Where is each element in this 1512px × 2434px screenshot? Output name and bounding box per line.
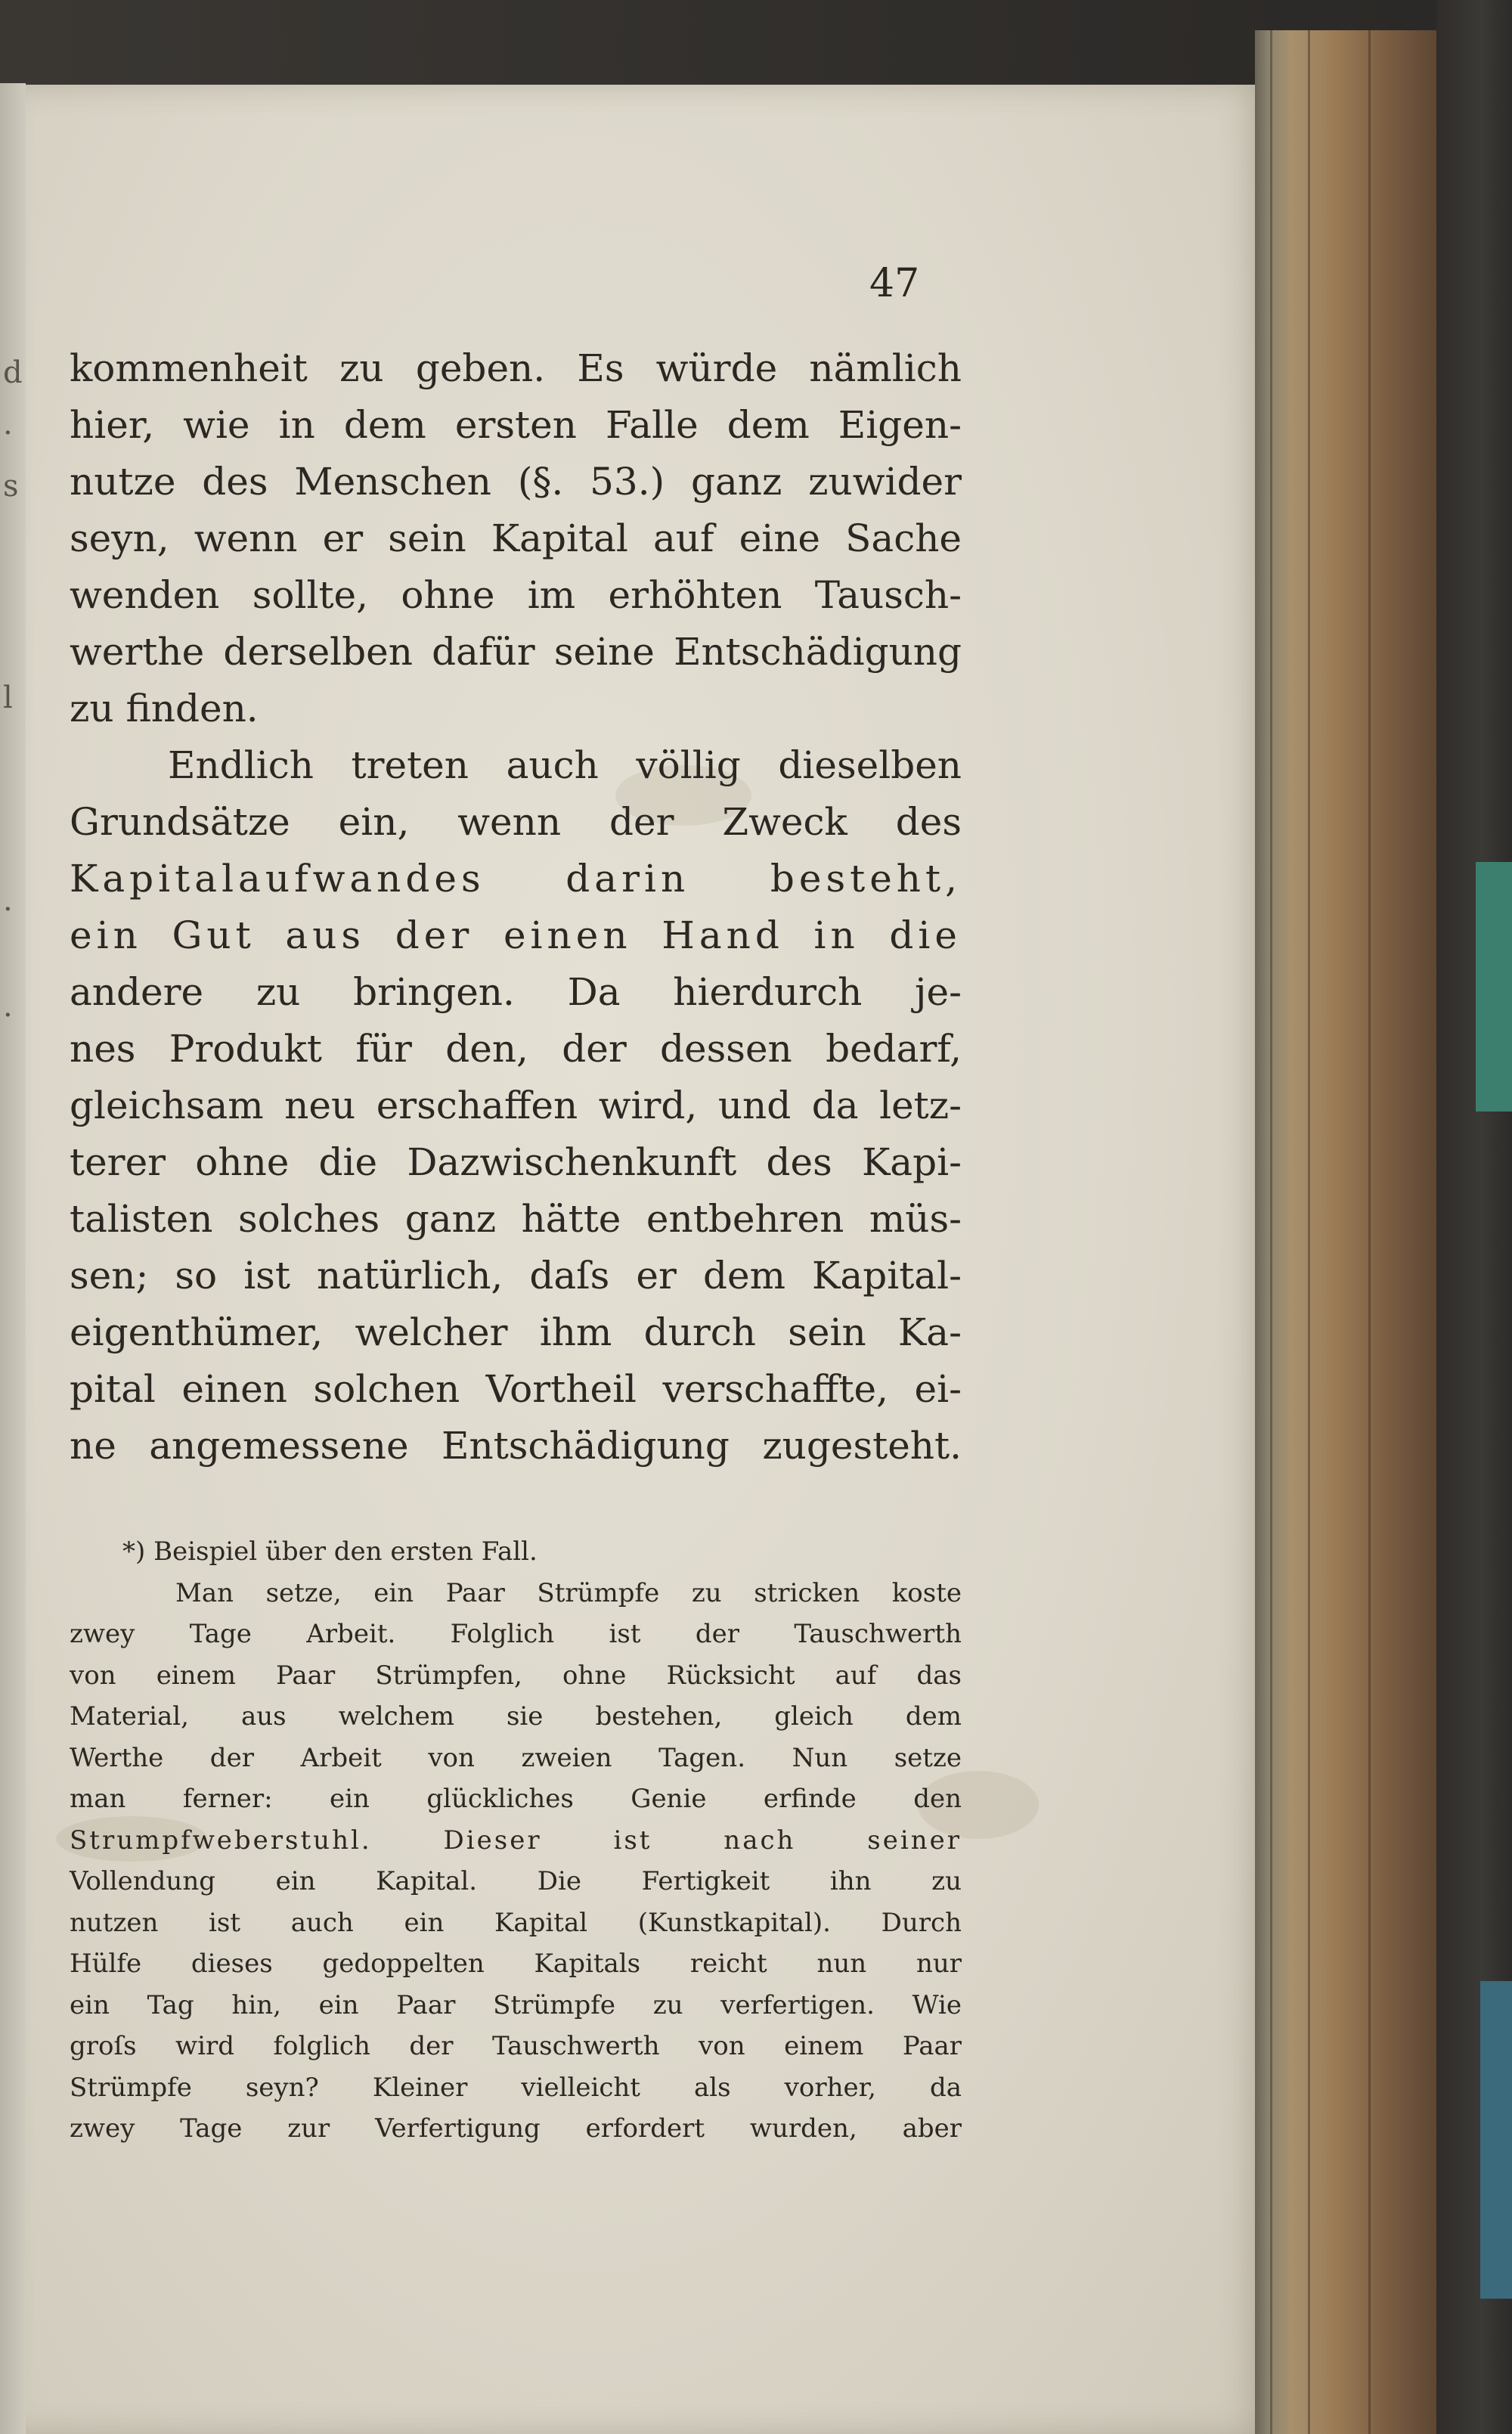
blue-book-edge <box>1480 1981 1512 2299</box>
text-line: talisten solches ganz hätte entbehren müs- <box>70 1197 962 1241</box>
spine-edge-line <box>1368 30 1371 2434</box>
facing-page-marks <box>2 83 24 2434</box>
text-line: ein Gut aus der einen Hand in die <box>70 913 962 957</box>
text-line: Endlich treten auch völlig dieselben <box>168 743 962 787</box>
footnote-line: man ferner: ein glückliches Genie erfinde den <box>70 1784 962 1814</box>
text-line: terer ohne die Dazwischenkunft des Kapi- <box>70 1140 962 1184</box>
text-line: sen; so ist natürlich, daſs er dem Kapital- <box>70 1254 962 1298</box>
footnote-line: zwey Tage zur Verfertigung erfordert wurden, aber <box>70 2113 962 2144</box>
text-line: eigenthümer, welcher ihm durch sein Ka- <box>70 1310 962 1354</box>
footnote-line: Strumpfweberstuhl. Dieser ist nach seiner <box>70 1825 962 1856</box>
text-line: kommenheit zu geben. Es würde nämlich <box>70 346 962 390</box>
spine-edge-line <box>1270 30 1272 2434</box>
text-line: gleichsam neu erschaffen wird, und da letz- <box>70 1084 962 1127</box>
facing-page-edge <box>0 83 26 2434</box>
facing-mark: s <box>3 469 19 504</box>
footnote-line: von einem Paar Strümpfen, ohne Rücksicht auf das <box>70 1660 962 1691</box>
spine-edge-line <box>1308 30 1310 2434</box>
text-line: seyn, wenn er sein Kapital auf eine Sache <box>70 516 962 560</box>
text-line: hier, wie in dem ersten Falle dem Eigen- <box>70 403 962 447</box>
text-line: werthe derselben dafür seine Entschädigung <box>70 630 962 674</box>
text-line: nes Produkt für den, der dessen bedarf, <box>70 1027 962 1071</box>
footnote-line: zwey Tage Arbeit. Folglich ist der Tauschwerth <box>70 1619 962 1649</box>
facing-mark: · <box>3 998 13 1033</box>
green-book-edge <box>1476 862 1512 1112</box>
footnote-heading: *) Beispiel über den ersten Fall. <box>122 1536 538 1567</box>
footnote-line: nutzen ist auch ein Kapital (Kunstkapital). Durch <box>70 1907 962 1938</box>
footnote-line: Hülfe dieses gedoppelten Kapitals reicht nun nur <box>70 1949 962 1979</box>
text-line: pital einen solchen Vortheil verschaffte, ei- <box>70 1367 962 1411</box>
text-line: ne angemessene Entschädigung zugesteht. <box>70 1424 962 1468</box>
footnote-line: Man setze, ein Paar Strümpfe zu stricken koste <box>175 1577 962 1608</box>
facing-mark: · <box>3 892 13 927</box>
facing-mark: l <box>3 681 13 715</box>
footnote-line: ein Tag hin, ein Paar Strümpfe zu verfertigen. Wie <box>70 1989 962 2020</box>
footnote-line: Material, aus welchem sie bestehen, gleich dem <box>70 1701 962 1732</box>
body-text <box>70 340 962 1474</box>
text-line: wenden sollte, ohne im erhöhten Tausch- <box>70 573 962 617</box>
text-line: Kapitalaufwandes darin besteht, <box>70 857 962 901</box>
facing-mark: d <box>3 355 23 390</box>
footnote-line: Strümpfe seyn? Kleiner vielleicht als vorher, da <box>70 2072 962 2103</box>
text-line: Grundsätze ein, wenn der Zweck des <box>70 800 962 844</box>
text-line: andere zu bringen. Da hierdurch je- <box>70 970 962 1014</box>
facing-mark: · <box>3 416 13 451</box>
text-line: nutze des Menschen (§. 53.) ganz zuwider <box>70 460 962 504</box>
footnote-line: Vollendung ein Kapital. Die Fertigkeit ihn zu <box>70 1866 962 1896</box>
page-number: 47 <box>869 261 920 306</box>
book-spine <box>1255 30 1436 2434</box>
footnote <box>70 1531 962 2150</box>
text-line: zu finden. <box>70 687 259 730</box>
footnote-line: groſs wird folglich der Tauschwerth von einem Paar <box>70 2031 962 2061</box>
footnote-line: Werthe der Arbeit von zweien Tagen. Nun setze <box>70 1742 962 1773</box>
